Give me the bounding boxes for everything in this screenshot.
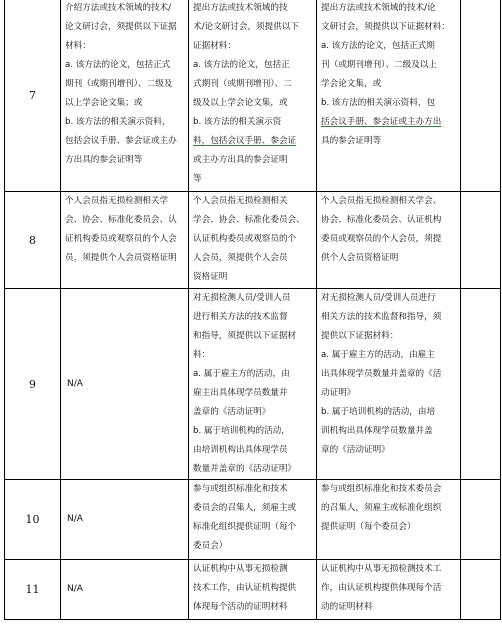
empty-cell — [461, 560, 501, 620]
text-line: b. 该方法的相关演示资料， — [65, 117, 171, 127]
text-line: 对无损检测人员/受训人员 — [193, 293, 291, 303]
text-line: 参与或组织标准化和技术委员会 — [321, 484, 442, 494]
text-line: 术/论文研讨会，须提供以下 — [193, 22, 300, 32]
text-line: 体现每个活动的证明材料 — [193, 602, 288, 612]
text-line: 认证机构中从事无损检测 — [193, 564, 288, 574]
text-line: 作，由认证机构提供体现每个活 — [321, 583, 442, 593]
text-line: a. 该方法的论文，包括正式期 — [321, 41, 435, 51]
text-line: 盖章的《活动证明》 — [193, 407, 271, 417]
requirement-cell — [189, 289, 317, 480]
text-line: 学会论文集，或 — [321, 79, 382, 89]
text-line: 个人会员指无损检测相关学 — [65, 196, 169, 206]
text-line: 介绍方法或技术领域的技术/ — [65, 3, 172, 13]
text-line: 材料： — [65, 41, 91, 51]
text-line: 论文研讨会，须提供以下证据 — [65, 22, 177, 32]
requirement-cell — [317, 0, 461, 192]
text-line: 期刊（或期刊增刊）、二级及 — [65, 79, 173, 89]
text-line: 提供证明（每个委员会） — [321, 522, 416, 532]
text-line: b. 该方法的相关演示资料，包 — [321, 98, 436, 108]
table-row-9 — [5, 289, 501, 480]
text-line: 等 — [193, 174, 202, 184]
not-applicable-cell: N/A — [61, 480, 189, 560]
table-row-8 — [5, 192, 501, 289]
requirement-cell — [189, 192, 317, 289]
text-line: 会、协会、标准化委员会、认 — [65, 215, 177, 225]
text-line: 提出方法或技术领域的技 — [193, 3, 288, 13]
text-line: 学会、协会、标准化委员会、 — [193, 215, 305, 225]
text-line: 技术工作，由认证机构提供 — [193, 583, 297, 593]
text-line: 或主办方出具的参会证明 — [193, 155, 288, 165]
method-description-cell — [61, 0, 189, 192]
evidence-table — [4, 0, 501, 620]
requirement-cell — [189, 0, 317, 192]
table-row-7 — [5, 0, 501, 192]
empty-cell — [461, 0, 501, 192]
text-line: 由培训机构出具体现学员 — [193, 445, 288, 455]
text-line: 证据材料： — [193, 41, 236, 51]
text-line: 资格证明 — [193, 272, 228, 282]
row-number: 7 — [5, 0, 61, 192]
text-line: 动证明》 — [321, 388, 356, 398]
text-line: 提供以下证据材料： — [321, 331, 399, 341]
text-line: 认证机构中从事无损检测技术工 — [321, 564, 442, 574]
text-line: 对无损检测人员/受训人员进行 — [321, 293, 436, 303]
requirement-cell — [189, 480, 317, 560]
text-line: 标准化组织提供证明（每个 — [193, 522, 297, 532]
text-line: 雇主出具体现学员数量并 — [193, 388, 288, 398]
text-line: 方出具的参会证明等 — [65, 155, 143, 165]
text-line: b. 属于培训机构的活动， — [193, 426, 290, 436]
not-applicable-cell: N/A — [61, 289, 189, 480]
text-line: 料： — [193, 350, 211, 360]
row-number: 11 — [5, 560, 61, 620]
requirement-cell — [189, 560, 317, 620]
text-line: 证机构委员或观察员的个人会 — [65, 234, 177, 244]
text-line: 和指导，须提供以下证据材 — [193, 331, 297, 341]
text-line: 数量并盖章的《活动证明》 — [193, 464, 297, 474]
text-line: a. 该方法的论文，包括正 — [193, 60, 290, 70]
requirement-cell — [317, 289, 461, 480]
text-line: 委员或观察员的个人会员，须提 — [321, 234, 442, 244]
text-line: 括会议手册、参会证或主办方出 — [321, 117, 442, 127]
text-line: 训机构出具体现学员数量并盖 — [321, 426, 433, 436]
text-line: 委员会的召集人，须雇主或 — [193, 503, 297, 513]
text-line: 供个人会员资格证明 — [321, 253, 399, 263]
method-description-cell — [61, 192, 189, 289]
text-line: 以上学会论文集；或 — [65, 98, 143, 108]
text-line: 的召集人，须雇主或标准化组织 — [321, 503, 442, 513]
text-line: 进行相关方法的技术监督 — [193, 312, 288, 322]
text-line: 协会、标准化委员会、认证机构 — [321, 215, 442, 225]
requirement-cell — [317, 480, 461, 560]
text-line: 个人会员指无损检测相关学会、 — [321, 196, 442, 206]
empty-cell — [461, 192, 501, 289]
text-line: b. 该方法的相关演示资 — [193, 117, 282, 127]
text-line: 员，须提供个人会员资格证明 — [65, 253, 177, 263]
text-line: a. 该方法的论文，包括正式 — [65, 60, 171, 70]
text-line: b. 属于培训机构的活动，由培 — [321, 407, 436, 417]
text-line: 提出方法或技术领域的技术/论 — [321, 3, 436, 13]
table-row-10 — [5, 480, 501, 560]
empty-cell — [461, 480, 501, 560]
text-line: 包括会议手册、参会证或主办 — [65, 136, 177, 146]
text-line: 参与或组织标准化和技术 — [193, 484, 288, 494]
text-line: 式期刊（或期刊增刊）、二 — [193, 79, 292, 89]
empty-cell — [461, 289, 501, 480]
text-line: 章的《活动证明》 — [321, 445, 390, 455]
text-line: 认证机构委员或观察员的个 — [193, 234, 297, 244]
text-line: 动的证明材料 — [321, 602, 373, 612]
text-line: 相关方法的技术监督和指导，须 — [321, 312, 442, 322]
row-number: 10 — [5, 480, 61, 560]
row-number: 9 — [5, 289, 61, 480]
not-applicable-cell: N/A — [61, 560, 189, 620]
text-line: a. 属于雇主方的活动，由 — [193, 369, 290, 379]
table-row-11 — [5, 560, 501, 620]
text-line: 出具体现学员数量并盖章的《活 — [321, 369, 442, 379]
text-line: 个人会员指无损检测相关 — [193, 196, 288, 206]
text-line: 料，包括会议手册、参会证 — [193, 136, 297, 146]
requirement-cell — [317, 192, 461, 289]
requirement-cell — [317, 560, 461, 620]
text-line: 刊（或期刊增刊）、二级及以上 — [321, 60, 438, 70]
text-line: 委员会） — [193, 541, 228, 551]
text-line: 人会员，须提供个人会员 — [193, 253, 288, 263]
text-line: a. 属于雇主方的活动，由雇主 — [321, 350, 435, 360]
text-line: 级及以上学会论文集，或 — [193, 98, 288, 108]
text-line: 文研讨会，须提供以下证据材料： — [321, 22, 450, 32]
text-line: 具的参会证明等 — [321, 136, 382, 146]
row-number: 8 — [5, 192, 61, 289]
